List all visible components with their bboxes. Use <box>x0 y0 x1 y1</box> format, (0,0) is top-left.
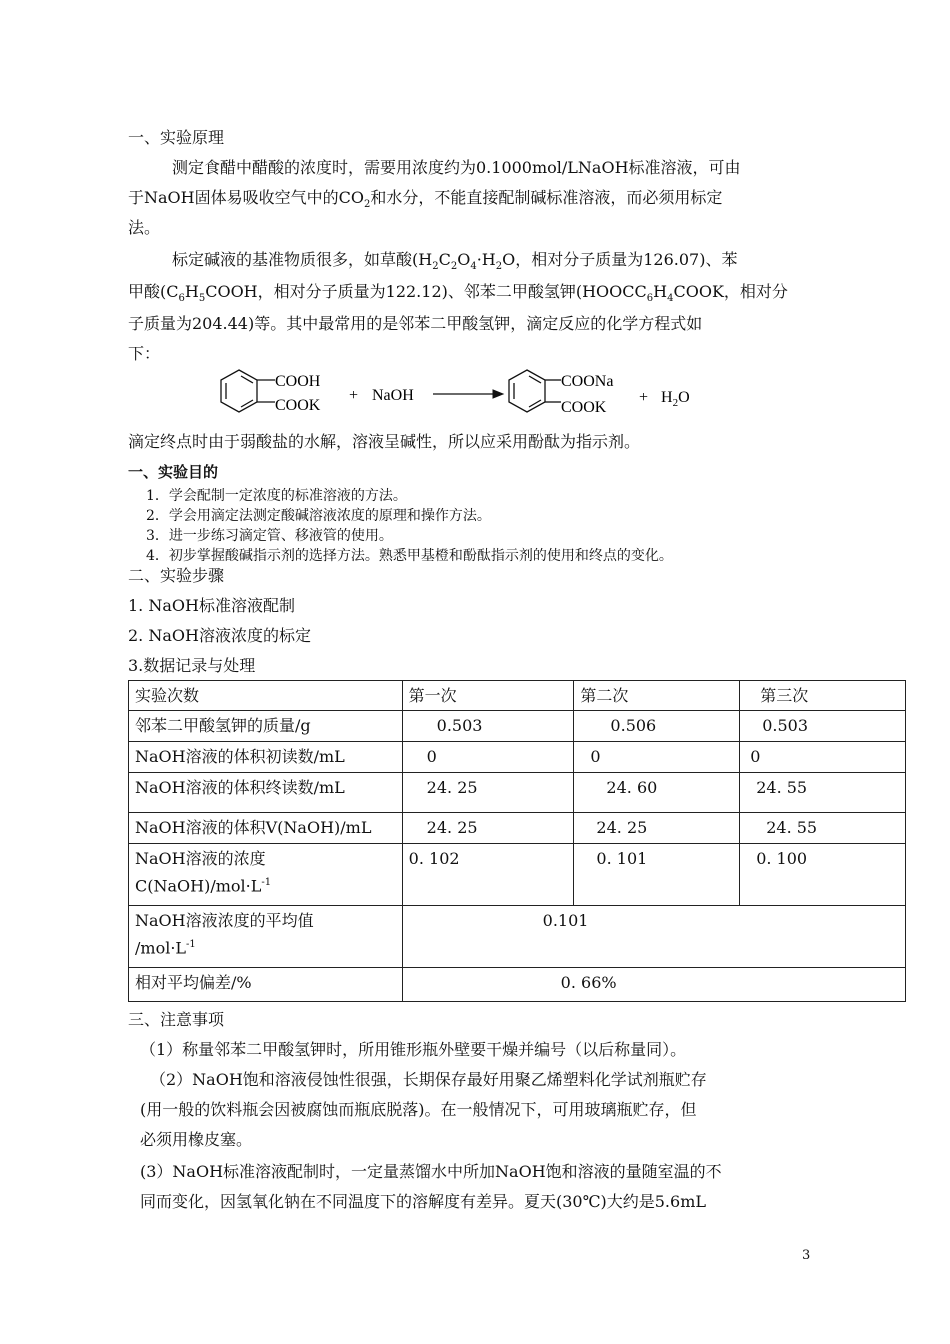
section-heading-steps: 二、实验步骤 <box>128 566 225 585</box>
table-row <box>129 742 906 773</box>
row-label-line: NaOH溶液浓度的平均值 <box>135 911 314 930</box>
paragraph-line: 于NaOH固体易吸收空气中的$CO_2$和水分，不能直接配制碱标准溶液，而必须用标定 <box>128 188 723 211</box>
paragraph-line: 法。 <box>128 218 161 237</box>
table-cell: 0. 102 <box>402 844 574 906</box>
table-cell: 0 <box>574 742 740 773</box>
table-header-row <box>129 681 906 711</box>
table-row <box>129 968 906 1002</box>
table-cell: 第一次 <box>402 681 574 711</box>
paragraph-line: 标定碱液的基准物质很多，如草酸($H_2C_2O_4\cdot H_2O$，相对分子质量为126.07)、苯 <box>172 250 738 273</box>
paragraph-line: 滴定终点时由于弱酸盐的水解，溶液呈碱性，所以应采用酚酞为指示剂。 <box>128 432 641 451</box>
reaction-arrow-icon <box>433 390 503 398</box>
row-label-line: NaOH溶液的浓度 <box>135 849 266 868</box>
section-heading-objectives: 一、实验目的 <box>128 463 219 481</box>
table-cell <box>129 906 403 968</box>
product-top-group: COONa <box>561 373 614 390</box>
table-cell <box>129 844 403 906</box>
table-row <box>129 906 906 968</box>
objective-item: 4．初步掌握酸碱指示剂的选择方法。熟悉甲基橙和酚酞指示剂的使用和终点的变化。 <box>146 548 673 564</box>
note-line: 必须用橡皮塞。 <box>140 1130 253 1149</box>
table-cell: 0. 100 <box>740 844 906 906</box>
table-cell: 第二次 <box>574 681 740 711</box>
step-item: 1. NaOH标准溶液配制 <box>128 596 295 615</box>
objective-item: 3．进一步练习滴定管、移液管的使用。 <box>146 528 393 544</box>
table-cell: NaOH溶液的体积初读数/mL <box>129 742 403 773</box>
row-label-line: $/mol\cdot L^{-1}$ <box>135 938 196 958</box>
row-label-line: $C(NaOH)/mol\cdot L^{-1}$ <box>135 876 272 896</box>
table-cell: 0.506 <box>574 711 740 742</box>
table-cell: 24. 25 <box>402 813 574 844</box>
table-cell: 0.503 <box>740 711 906 742</box>
note-line: (3）NaOH标准溶液配制时，一定量蒸馏水中所加NaOH饱和溶液的量随室温的不 <box>140 1162 722 1181</box>
table-cell: 0. 66% <box>402 968 905 1002</box>
table-cell: 0 <box>402 742 574 773</box>
table-cell: 0.101 <box>402 906 905 968</box>
table-cell: 24. 25 <box>402 773 574 813</box>
reagent-naoh: NaOH <box>372 387 414 404</box>
step-item: 2. NaOH溶液浓度的标定 <box>128 626 311 645</box>
table-cell: 邻苯二甲酸氢钾的质量/g <box>129 711 403 742</box>
table-row <box>129 813 906 844</box>
table-cell: 实验次数 <box>129 681 403 711</box>
section-heading-principle: 一、实验原理 <box>128 128 225 147</box>
paragraph-line: 测定食醋中醋酸的浓度时，需要用浓度约为0.1000mol/LNaOH标准溶液，可由 <box>172 158 741 177</box>
table-cell: 24. 60 <box>574 773 740 813</box>
note-line: （2）NaOH饱和溶液侵蚀性很强，长期保存最好用聚乙烯塑料化学试剂瓶贮存 <box>150 1070 707 1089</box>
objective-item: 1．学会配制一定浓度的标准溶液的方法。 <box>146 488 407 504</box>
objective-item: 2．学会用滴定法测定酸碱溶液浓度的原理和操作方法。 <box>146 508 491 524</box>
table-cell: 24. 25 <box>574 813 740 844</box>
plus-sign: + <box>349 387 359 404</box>
product-bottom-group: COOK <box>561 399 607 416</box>
table-cell: NaOH溶液的体积V(NaOH)/mL <box>129 813 403 844</box>
table-row <box>129 711 906 742</box>
water-formula: $H_2O$ <box>661 389 690 409</box>
chemical-equation <box>215 364 715 428</box>
table-cell: 第三次 <box>740 681 906 711</box>
data-table <box>128 680 906 1002</box>
step-item: 3.数据记录与处理 <box>128 656 256 675</box>
reactant-bottom-group: COOK <box>275 397 321 414</box>
note-line: （1）称量邻苯二甲酸氢钾时，所用锥形瓶外壁要干燥并编号（以后称量同）。 <box>140 1040 687 1059</box>
section-heading-notes: 三、注意事项 <box>128 1010 225 1029</box>
table-row <box>129 773 906 813</box>
note-line: (用一般的饮料瓶会因被腐蚀而瓶底脱落)。在一般情况下，可用玻璃瓶贮存，但 <box>140 1100 697 1119</box>
table-cell: 0. 101 <box>574 844 740 906</box>
plus-sign: + <box>639 389 649 406</box>
paragraph-line: 子质量为204.44)等。其中最常用的是邻苯二甲酸氢钾，滴定反应的化学方程式如 <box>128 314 703 333</box>
reactant-top-group: COOH <box>275 373 321 390</box>
note-line: 同而变化，因氢氧化钠在不同温度下的溶解度有差异。夏天(30℃)大约是5.6mL <box>140 1192 706 1211</box>
paragraph-line: 甲酸($C_6H_5COOH$，相对分子质量为122.12)、邻苯二甲酸氢钾($HOOCC_6H_4COOK$，相对分 <box>128 282 788 305</box>
table-cell: 0.503 <box>402 711 574 742</box>
table-cell: 相对平均偏差/% <box>129 968 403 1002</box>
table-row <box>129 844 906 906</box>
benzene-ring-reactant-icon <box>221 370 275 412</box>
page-number: 3 <box>802 1248 811 1263</box>
table-cell: NaOH溶液的体积终读数/mL <box>129 773 403 813</box>
paragraph-line: 下： <box>128 344 161 363</box>
benzene-ring-product-icon <box>509 370 561 412</box>
table-cell: 0 <box>740 742 906 773</box>
table-cell: 24. 55 <box>740 773 906 813</box>
table-cell: 24. 55 <box>740 813 906 844</box>
